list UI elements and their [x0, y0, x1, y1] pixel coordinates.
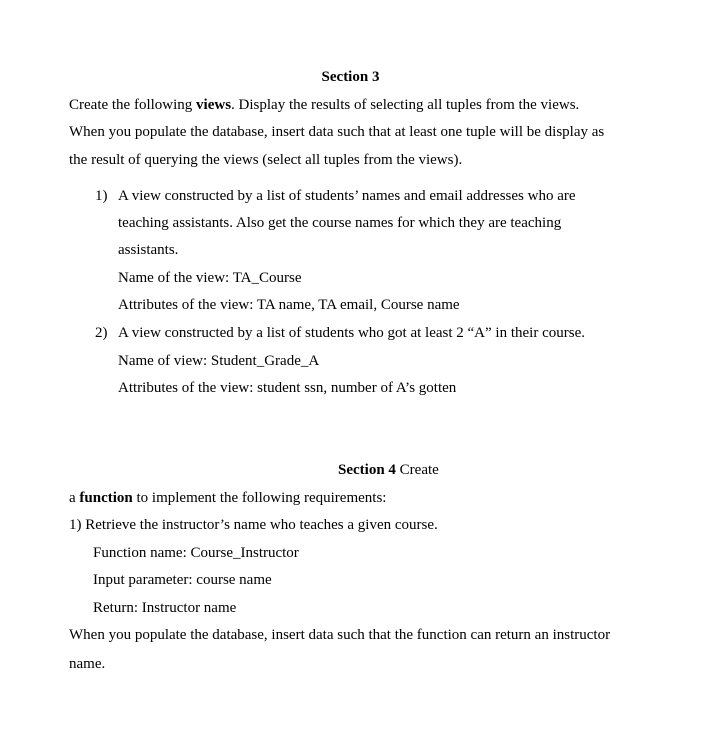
list-item-1-attributes: Attributes of the view: TA name, TA email, Course name: [118, 297, 460, 313]
section-4-item-1: 1) Retrieve the instructor’s name who teaches a given course.: [69, 517, 438, 533]
list-item-1-line-3: assistants.: [118, 242, 179, 258]
section-3-intro-line-3: the result of querying the views (select all tuples from the views).: [69, 152, 463, 168]
list-item-2-view-name: Name of view: Student_Grade_A: [118, 353, 320, 369]
list-item-1-line-2: teaching assistants. Also get the course names for which they are teaching: [118, 215, 562, 231]
list-item-2-line-1: A view constructed by a list of students who got at least 2 “A” in their course.: [118, 325, 585, 341]
section-4-closing-line-2: name.: [69, 656, 106, 672]
return-value: Return: Instructor name: [93, 600, 237, 616]
section-3-heading: Section 3: [321, 69, 380, 85]
section-3-intro-line-1: Create the following views. Display the results of selecting all tuples from the views.: [69, 97, 580, 113]
input-parameter: Input parameter: course name: [93, 572, 272, 588]
list-item-1-view-name: Name of the view: TA_Course: [118, 270, 302, 286]
section-4-heading: Section 4 Create: [338, 462, 439, 478]
list-item-1-line-1: A view constructed by a list of students’ names and email addresses who are: [118, 188, 576, 204]
section-3-intro-line-2: When you populate the database, insert data such that at least one tuple will be display as: [69, 124, 605, 140]
function-name: Function name: Course_Instructor: [93, 545, 299, 561]
section-4-intro: a function to implement the following requirements:: [69, 490, 387, 506]
list-item-1-number: 1): [95, 188, 108, 204]
list-item-2-number: 2): [95, 325, 108, 341]
section-4-closing-line-1: When you populate the database, insert data such that the function can return an instructor: [69, 627, 611, 643]
list-item-2-attributes: Attributes of the view: student ssn, number of A’s gotten: [118, 380, 457, 396]
